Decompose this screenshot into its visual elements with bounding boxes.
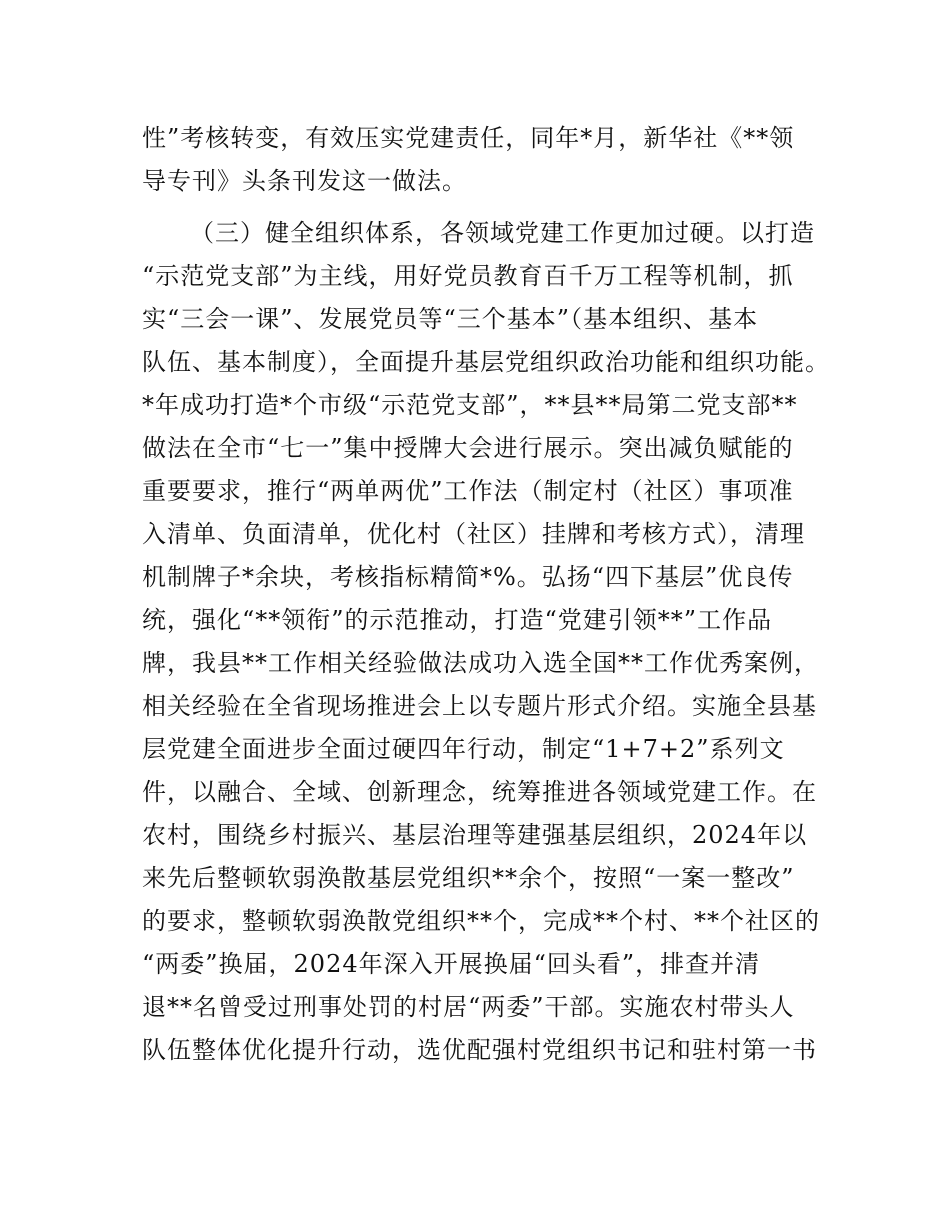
text-line: 农村，围绕乡村振兴、基层治理等建强基层组织，2024年以 <box>142 821 808 849</box>
text-line: 队伍、基本制度），全面提升基层党组织政治功能和组织功能。 <box>142 348 830 376</box>
text-line: （三）健全组织体系，各领域党建工作更加过硬。以打造 <box>190 219 815 247</box>
text-line: 入清单、负面清单，优化村（社区）挂牌和考核方式），清理 <box>142 520 805 548</box>
text-line: 统，强化“**领衔”的示范推动，打造“党建引领**”工作品 <box>142 606 773 634</box>
text-line: 性”考核转变，有效压实党建责任，同年*月，新华社《**领 <box>142 124 795 152</box>
text-line: “示范党支部”为主线，用好党员教育百千万工程等机制，抓 <box>142 262 794 290</box>
text-line: 相关经验在全省现场推进会上以专题片形式介绍。实施全县基 <box>142 692 817 720</box>
text-line: 重要要求，推行“两单两优”工作法（制定村（社区）事项准 <box>142 477 794 505</box>
text-line: 的要求，整顿软弱涣散党组织**个，完成**个村、**个社区的 <box>142 907 820 935</box>
text-line: 退**名曾受过刑事处罚的村居“两委”干部。实施农村带头人 <box>142 993 795 1021</box>
paragraph-spacing <box>142 203 842 212</box>
text-line: 队伍整体优化提升行动，选优配强村党组织书记和驻村第一书 <box>142 1036 817 1064</box>
text-line: 实“三会一课”、发展党员等“三个基本”（基本组织、基本 <box>142 305 759 333</box>
document-body <box>142 117 842 1072</box>
text-line: 件，以融合、全域、创新理念，统筹推进各领域党建工作。在 <box>142 778 817 806</box>
text-line: 牌，我县**工作相关经验做法成功入选全国**工作优秀案例， <box>142 649 819 677</box>
text-line: 层党建全面进步全面过硬四年行动，制定“1+7+2”系列文 <box>142 735 785 763</box>
paragraph-2 <box>142 212 842 1072</box>
text-line: “两委”换届，2024年深入开展换届“回头看”，排查并清 <box>142 950 761 978</box>
text-line: 导专刊》头条刊发这一做法。 <box>142 167 467 195</box>
text-line: 来先后整顿软弱涣散基层党组织**余个，按照“一案一整改” <box>142 864 795 892</box>
paragraph-1 <box>142 117 842 203</box>
text-line: *年成功打造*个市级“示范党支部”，**县**局第二党支部** <box>142 391 798 419</box>
text-line: 做法在全市“七一”集中授牌大会进行展示。突出减负赋能的 <box>142 434 794 462</box>
text-line: 机制牌子*余块，考核指标精简*%。弘扬“四下基层”优良传 <box>142 563 794 591</box>
